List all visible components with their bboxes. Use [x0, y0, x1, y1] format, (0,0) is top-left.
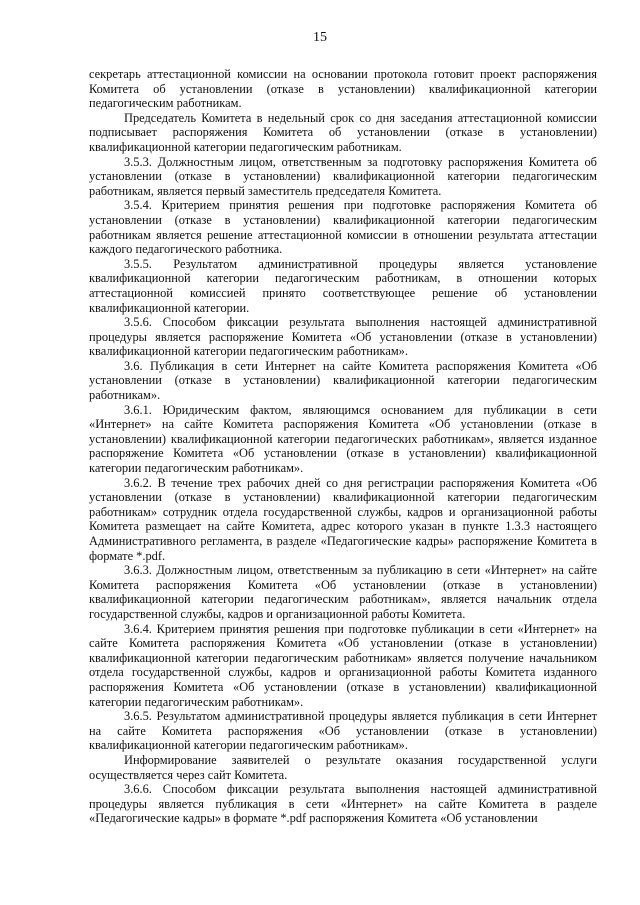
page-number: 15 — [313, 30, 327, 45]
paragraph-3-5-4: 3.5.4. Критерием принятия решения при подготовке распоряжения Комитета об установлении (отказе в установлении) квалификационной категории педагогическим работникам является решение аттестационной комиссии в отношении результата аттестации каждого педагогического работника. — [89, 198, 597, 257]
paragraph-3-5-3: 3.5.3. Должностным лицом, ответственным за подготовку распоряжения Комитета об установлении (отказе в установлении) квалификационной категории педагогическим работникам, является первый заместитель председателя Комитета. — [89, 154, 597, 198]
paragraph-3-6-3: 3.6.3. Должностным лицом, ответственным за публикацию в сети «Интернет» на сайте Комитета распоряжения Комитета «Об установлении (отказе в установлении) квалификационной категории педагогическим работникам», является начальник отдела государственной службы, кадров и организационной работы Комитета. — [89, 563, 597, 621]
paragraph-3-6-1: 3.6.1. Юридическим фактом, являющимся основанием для публикации в сети «Интернет» на сайте Комитета распоряжения Комитета «Об установлении (отказе в установлении) квалификационной категории педагогических работникам», является изданное распоряжение Комитета «Об установлении (отказе в установлении) квалификационной категории педагогическим работникам». — [89, 402, 597, 476]
paragraph-3-6-2: 3.6.2. В течение трех рабочих дней со дня регистрации распоряжения Комитета «Об установлении (отказе в установлении) квалификационной категории педагогическим работникам» сотрудник отдела государственной службы, кадров и организационной работы Комитета размещает на сайте Комитета, адрес которого указан в пункте 1.3.3 настоящего Административного регламента, в разделе «Педагогические кадры» распоряжение Комитета в формате *.pdf. — [89, 475, 597, 563]
document-body — [89, 67, 597, 826]
paragraph-2: Председатель Комитета в недельный срок со дня заседания аттестационной комиссии подписывает распоряжения Комитета об установлении (отказе в установлении) квалификационной категории педагогическим работникам. — [89, 110, 597, 154]
paragraph-3-6-4: 3.6.4. Критерием принятия решения при подготовке публикации в сети «Интернет» на сайте Комитета распоряжения Комитета «Об установлении (отказе в установлении) квалификационной категории педагогическим работникам» является получение начальником отдела государственной службы, кадров и организационной работы Комитета изданного распоряжения Комитета «Об установлении (отказе в установлении) квалификационной категории педагогическим работникам». — [89, 621, 597, 709]
paragraph-informing: Информирование заявителей о результате оказания государственной услуги осуществляется через сайт Комитета. — [89, 752, 597, 782]
paragraph-3-6: 3.6. Публикация в сети Интернет на сайте Комитета распоряжения Комитета «Об установлении (отказе в установлении) квалификационной категории педагогическим работникам». — [89, 358, 597, 403]
paragraph-3-5-6: 3.5.6. Способом фиксации результата выполнения настоящей административной процедуры является распоряжение Комитета «Об установлении (отказе в установлении) квалификационной категории педагогическим работникам». — [89, 315, 597, 359]
paragraph-3-6-6: 3.6.6. Способом фиксации результата выполнения настоящей административной процедуры является публикация в сети «Интернет» на сайте Комитета в разделе «Педагогические кадры» в формате *.pdf распоряжения Комитета «Об установлении — [89, 782, 597, 826]
paragraph-3-6-5: 3.6.5. Результатом административной процедуры является публикация в сети Интернет на сайте Комитета распоряжения «Об установлении (отказе в установлении) квалификационной категории педагогическим работникам». — [89, 709, 597, 753]
paragraph-1: секретарь аттестационной комиссии на основании протокола готовит проект распоряжения Комитета об установлении (отказе в установлении) квалификационной категории педагогическим работникам. — [89, 67, 597, 111]
paragraph-3-5-5: 3.5.5. Результатом административной процедуры является установление квалификационной категории педагогическим работникам, в отношении которых аттестационной комиссией принято соответствующее решение об установлении квалификационной категории. — [89, 256, 597, 315]
